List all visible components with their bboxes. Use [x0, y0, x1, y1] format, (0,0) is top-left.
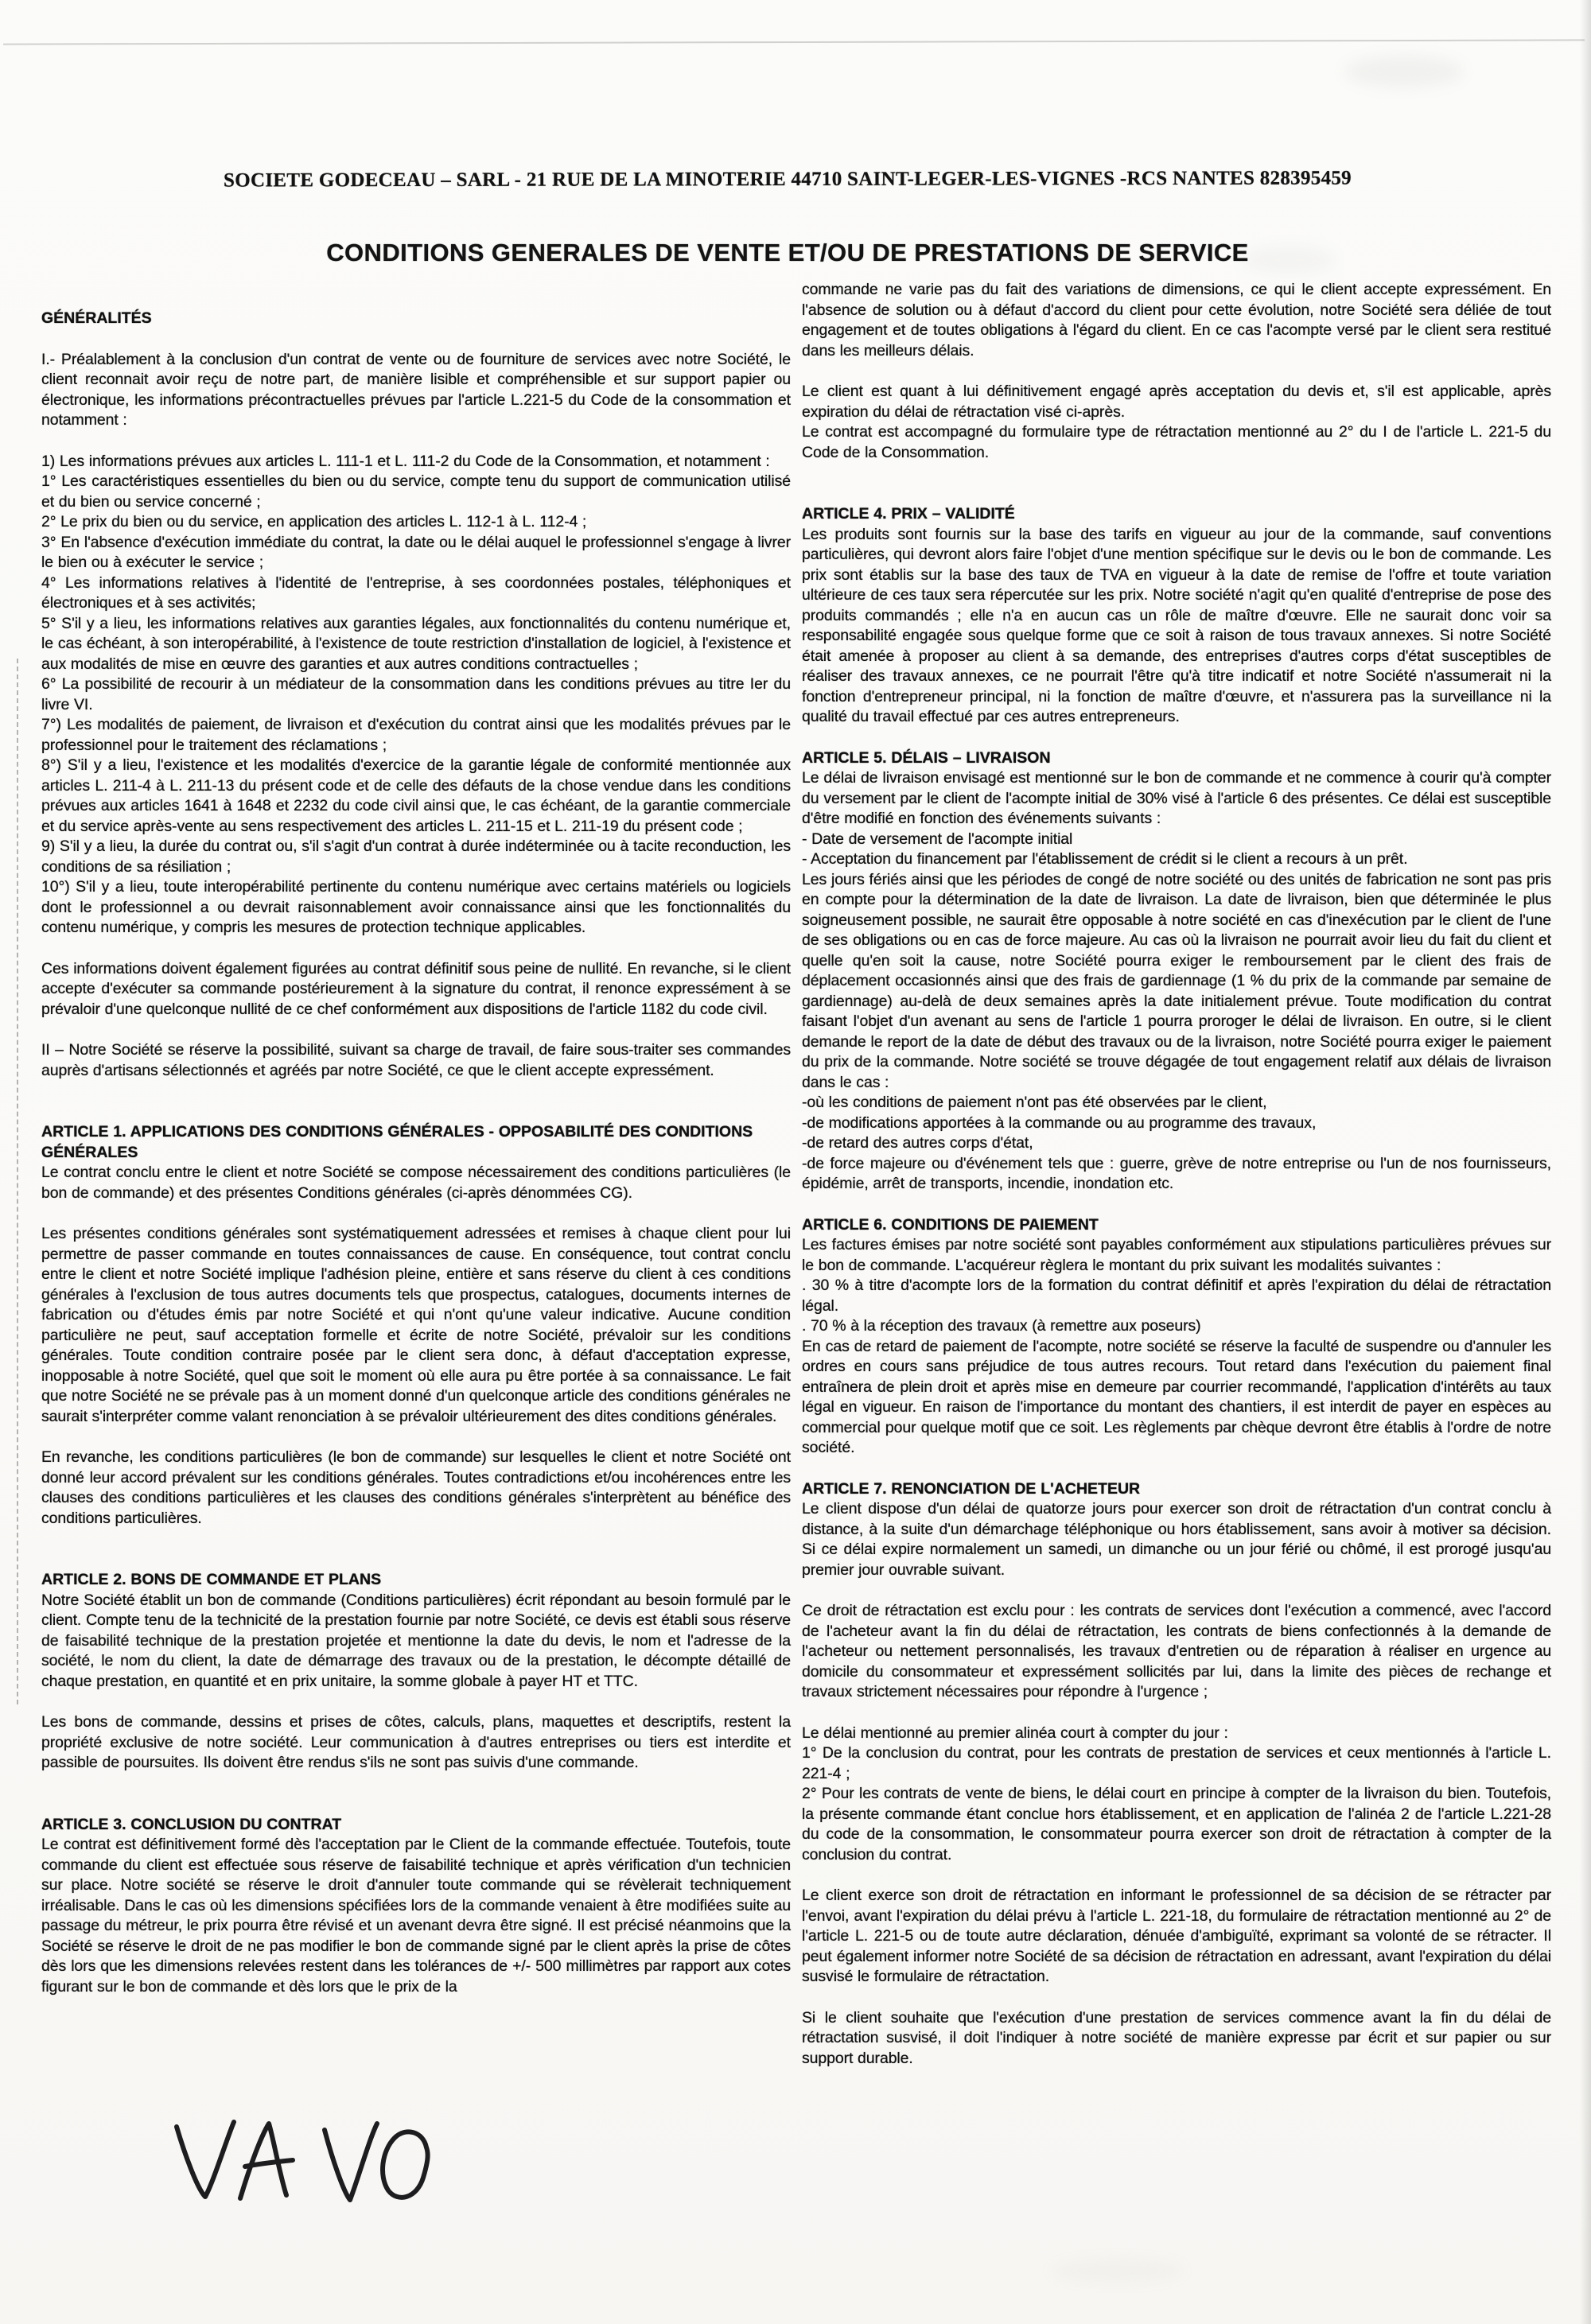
- paragraph: 6° La possibilité de recourir à un médiateur de la consommation dans les conditions prévues au titre Ier du livre VI.: [41, 675, 791, 713]
- paragraph: 1° De la conclusion du contrat, pour les contrats de prestation de services et ceux mentionnés à l'article L. 221-4 ;: [802, 1744, 1551, 1782]
- paragraph: 1° Les caractéristiques essentielles du bien ou du service, compte tenu du support de communication utilisé et du bien ou service concerné ;: [41, 472, 791, 511]
- paragraph: En cas de retard de paiement de l'acompte, notre société se réserve la faculté de suspendre ou d'annuler les ordres en cours sans préjudice de tous autres recours. Tout retard dans l'exécution du paiement final entraînera de plein droit et après mise en demeure par courrier recommandé, l'application d'intérêts au taux légal en vigueur. En raison de l'importance du montant des chantiers, il est interdit de payer en espèces au commercial pour quelque motif que ce soit. Les règlements par chèque devront être établis à l'ordre de notre société.: [802, 1337, 1551, 1456]
- paragraph: -de retard des autres corps d'état,: [802, 1134, 1033, 1152]
- paragraph: II – Notre Société se réserve la possibilité, suivant sa charge de travail, de faire sous-traiter ses commandes auprès d'artisans sélectionnés et agréés par notre Société, ce que le client accepte expressément.: [41, 1041, 791, 1079]
- handwritten-initials: [165, 2116, 461, 2221]
- section-heading: ARTICLE 1. APPLICATIONS DES CONDITIONS GÉNÉRALES - OPPOSABILITÉ DES CONDITIONS GÉNÉRALES: [41, 1123, 753, 1161]
- paragraph: I.- Préalablement à la conclusion d'un contrat de vente ou de fourniture de services avec notre Société, le client reconnait avoir reçu de notre part, de manière lisible et compréhensible et sur support papier ou électronique, les informations précontractuelles prévues par l'article L.221-5 du Code de la consommation et notamment :: [41, 350, 791, 429]
- paragraph: Le délai mentionné au premier alinéa court à compter du jour :: [802, 1724, 1228, 1742]
- paragraph: Notre Société établit un bon de commande (Conditions particulières) écrit répondant au besoin formulé par le client. Compte tenu de la technicité de la prestation fournie par notre Société, ce devis est établi sous réserve de faisabilité technique de la prestation projetée et mentionne la date du devis, le nom et l'adresse de la société, le nom du client, la date de démarrage des travaux ou de la prestation, le décompte détaillé de chaque prestation, en quantité et en prix unitaire, la somme globale à payer HT et TTC.: [41, 1591, 791, 1690]
- terms-column-right: [802, 280, 1551, 2069]
- paragraph: Ce droit de rétractation est exclu pour : les contrats de services dont l'exécution a commencé, avec l'accord de l'acheteur avant la fin du délai de rétractation, les contrats de biens confectionnés à la demande de l'acheteur ou nettement personnalisés, les travaux d'entretien ou de réparation à réaliser en urgence au domicile du consommateur et expressément sollicités par lui, dans la limite des pièces de rechange et travaux strictement nécessaires pour répondre à l'urgence ;: [802, 1602, 1551, 1700]
- paragraph: Le contrat est accompagné du formulaire type de rétractation mentionné au 2° du I de l'article L. 221-5 du Code de la Consommation.: [802, 423, 1551, 461]
- section-heading: ARTICLE 3. CONCLUSION DU CONTRAT: [41, 1815, 342, 1833]
- paragraph: 1) Les informations prévues aux articles L. 111-1 et L. 111-2 du Code de la Consommation, et notamment :: [41, 452, 770, 470]
- paragraph: Le client est quant à lui définitivement engagé après acceptation du devis et, s'il est applicable, après expiration du délai de rétractation visé ci-après.: [802, 383, 1551, 421]
- paragraph: -où les conditions de paiement n'ont pas été observées par le client,: [802, 1094, 1267, 1111]
- paragraph: Les présentes conditions générales sont systématiquement adressées et remises à chaque client pour lui permettre de passer commande en toutes connaissances de cause. En conséquence, tout contrat conclu entre le client et notre Société implique l'adhésion pleine, entière et sans réserve du client à ces conditions générales à l'exclusion de tous autres documents tels que prospectus, catalogues, documents internes de fabrication ou d'études émis par notre Société et qui n'ont qu'une valeur indicative. Aucune condition particulière ne peut, sauf acceptation formelle et écrite de notre Société, prévaloir sur les conditions générales. Toute condition contraire posée par le client sera donc, à défaut d'acceptation expresse, inopposable à notre Société, quel que soit le moment où elle aura pu être portée à sa connaissance. Le fait que notre Société ne se prévale pas à un moment donné d'un quelconque article des conditions générales ne saurait s'interpréter comme valant renonciation à se prévaloir ultérieurement des dites conditions générales.: [41, 1225, 791, 1425]
- section-heading: ARTICLE 2. BONS DE COMMANDE ET PLANS: [41, 1571, 382, 1588]
- paragraph: . 70 % à la réception des travaux (à remettre aux poseurs): [802, 1317, 1201, 1335]
- paragraph: commande ne varie pas du fait des variations de dimensions, ce qui le client accepte expressément. En l'absence de solution ou à défaut d'accord du client pour cette évolution, notre Société sera déliée de tout engagement et de toutes obligations à l'égard du client. En ce cas l'acompte versé par le client sera restitué dans les meilleurs délais.: [802, 281, 1551, 359]
- paragraph: En revanche, les conditions particulières (le bon de commande) sur lesquelles le client et notre Société ont donné leur accord prévalent sur les conditions générales. Toutes contradictions et/ou incohérences entre les clauses des conditions particulières et les clauses des conditions générales s'interprètent au bénéfice des conditions particulières.: [41, 1448, 791, 1527]
- paragraph: 3° En l'absence d'exécution immédiate du contrat, la date ou le délai auquel le professionnel s'engage à livrer le bien ou à exécuter le service ;: [41, 533, 791, 571]
- paragraph: 2° Pour les contrats de vente de biens, le délai court en principe à compter de la livraison du bien. Toutefois, la présente commande étant conclue hors établissement, et en application de l'alinéa 2 de l'article L.221-28 du code de la consommation, le consommateur pourra exercer son droit de rétractation à compter de la conclusion du contrat.: [802, 1785, 1551, 1863]
- paragraph: 10°) S'il y a lieu, toute interopérabilité pertinente du contenu numérique avec certains matériels ou logiciels dont le professionnel a ou devrait raisonnablement avoir connaissance ainsi que les fonctionnalités du contenu numérique, y compris les mesures de protection technique applicables.: [41, 878, 791, 936]
- paragraph: - Date de versement de l'acompte initial: [802, 830, 1073, 848]
- company-header-line: SOCIETE GODECEAU – SARL - 21 RUE DE LA MINOTERIE 44710 SAINT-LEGER-LES-VIGNES -RCS NANTES 828395459: [224, 167, 1352, 192]
- paragraph: Le contrat conclu entre le client et notre Société se compose nécessairement des conditions particulières (le bon de commande) et des présentes Conditions générales (ci-après dénommées CG).: [41, 1164, 791, 1202]
- paragraph: 4° Les informations relatives à l'identité de l'entreprise, à ses coordonnées postales, téléphoniques et électroniques et à ses activités;: [41, 573, 791, 612]
- section-heading: GÉNÉRALITÉS: [41, 309, 152, 327]
- paragraph: 5° S'il y a lieu, les informations relatives aux garanties légales, aux fonctionnalités du contenu numérique et, le cas échéant, à son interopérabilité, à l'existence de toute restriction d'installation de logiciel, à l'existence et aux modalités de mise en œuvre des garanties et aux autres conditions contractuelles ;: [41, 614, 791, 673]
- section-heading: ARTICLE 7. RENONCIATION DE L'ACHETEUR: [802, 1479, 1141, 1498]
- paragraph: Le client dispose d'un délai de quatorze jours pour exercer son droit de rétractation d'un contrat conclu à distance, à la suite d'un démarchage téléphonique ou hors établissement, sans avoir à motiver sa décision. Si ce délai expire normalement un samedi, un dimanche ou un jour férié ou chômé, il est prorogé jusqu'au premier jour ouvrable suivant.: [802, 1500, 1551, 1579]
- terms-column-left: [41, 309, 791, 1997]
- section-heading: ARTICLE 5. DÉLAIS – LIVRAISON: [802, 748, 1051, 767]
- paragraph: Les jours fériés ainsi que les périodes de congé de notre société ou des unités de fabrication ne sont pas pris en compte pour la détermination de la date de livraison. La date de livraison, bien que déterminée le plus soigneusement possible, ne saurait être opposable à notre société en cas d'inexécution par le client de l'une de ses obligations ou en cas de force majeure. Au cas où la livraison ne pourrait avoir lieu du fait du client et quelle qu'en soit la cause, notre Société pourra exiger le remboursement par le client des frais de déplacement occasionnés ainsi que des frais de gardiennage (1 % du prix de la commande par semaine de gardiennage) au-delà de deux semaines après la date initialement prévue. Toute modification du contrat faisant l'objet d'un avenant au sens de l'article 1 pourra proroger le délai de livraison. En outre, si le client demande le report de la date de début des travaux ou de la livraison, notre Société pourra exiger le paiement du prix de la commande. Notre société se trouve dégagée de tout engagement relatif aux délais de livraison dans le cas :: [802, 870, 1551, 1091]
- paragraph: 9) S'il y a lieu, la durée du contrat ou, s'il s'agit d'un contrat à durée indéterminée ou à tacite reconduction, les conditions de sa résiliation ;: [41, 837, 791, 876]
- paragraph: . 30 % à titre d'acompte lors de la formation du contrat définitif et après l'expiration du délai de rétractation légal.: [802, 1277, 1551, 1315]
- paragraph: 2° Le prix du bien ou du service, en application des articles L. 112-1 à L. 112-4 ;: [41, 513, 587, 530]
- paragraph: Si le client souhaite que l'exécution d'une prestation de services commence avant la fin du délai de rétractation susvisé, il doit l'indiquer à notre société de manière expresse par écrit et sur papier ou sur support durable.: [802, 2008, 1551, 2067]
- paragraph: Ces informations doivent également figurées au contrat définitif sous peine de nullité. En revanche, si le client accepte d'exécuter sa commande postérieurement à la signature du contrat, il renonce expressément à se prévaloir d'une quelconque nullité de ce chef conformément aux dispositions de l'article 1182 du code civil.: [41, 959, 791, 1018]
- paragraph: Les factures émises par notre société sont payables conformément aux stipulations particulières prévues sur le bon de commande. L'acquéreur règlera le montant du prix suivant les modalités suivantes :: [802, 1236, 1551, 1274]
- paragraph: - Acceptation du financement par l'établissement de crédit si le client a recours à un prêt.: [802, 850, 1408, 868]
- paragraph: Le contrat est définitivement formé dès l'acceptation par le Client de la commande effectuée. Toutefois, toute commande du client est effectuée sous réserve de faisabilité technique et après vérification d'un technicien sur place. Notre société se réserve le droit d'annuler toute commande qui se révèlerait techniquement irréalisable. Dans le cas où les dimensions spécifiées lors de la commande venaient à être modifiées suite au passage du métreur, le prix pourra être révisé et un avenant devra être signé. Il est précisé néanmoins que la Société se réserve le droit de ne pas modifier le bon de commande signé par le client après la prise de côtes dès lors que les dimensions relevées restent dans les tolérances de +/- 500 millimètres par rapport aux cotes figurant sur le bon de commande et dès lors que le prix de la: [41, 1836, 791, 1996]
- paragraph: Le client exerce son droit de rétractation en informant le professionnel de sa décision de se rétracter par l'envoi, avant l'expiration du délai prévu à l'article L. 221-18, du formulaire de rétractation mentionné au 2° de l'article L. 221-5 ou de toute autre déclaration, dénuée d'ambiguïté, exprimant sa volonté de se rétracter. Il peut également informer notre Société de sa décision de rétractation en adressant, avant l'expiration du délai susvisé le formulaire de rétractation.: [802, 1887, 1551, 1985]
- paragraph: Les bons de commande, dessins et prises de côtes, calculs, plans, maquettes et descriptifs, restent la propriété exclusive de notre société. Leur communication à d'autres entreprises ou tiers est interdite et passible de poursuites. Ils doivent être rendus s'ils ne sont pas suivis d'une commande.: [41, 1713, 791, 1771]
- paragraph: 8°) S'il y a lieu, l'existence et les modalités d'exercice de la garantie légale de conformité mentionnée aux articles L. 211-4 à L. 211-13 du présent code et de celle des défauts de la chose vendue dans les conditions prévues aux articles 1641 à 1648 et 2232 du code civil ainsi que, le cas échéant, de la garantie commerciale et du service après-vente au sens respectivement des articles L. 211-15 et L. 211-19 du présent code ;: [41, 756, 791, 835]
- paragraph: -de force majeure ou d'événement tels que : guerre, grève de notre entreprise ou l'un de nos fournisseurs, épidémie, arrêt de transports, incendie, inondation etc.: [802, 1154, 1551, 1192]
- section-heading: ARTICLE 6. CONDITIONS DE PAIEMENT: [802, 1215, 1099, 1234]
- paragraph: -de modifications apportées à la commande ou au programme des travaux,: [802, 1113, 1317, 1132]
- paragraph: 7°) Les modalités de paiement, de livraison et d'exécution du contrat ainsi que les modalités prévues par le professionnel pour le traitement des réclamations ;: [41, 716, 791, 754]
- paragraph: Les produits sont fournis sur la base des tarifs en vigueur au jour de la commande, sauf conventions particulières, qui devront alors faire l'objet d'une mention spécifique sur le devis ou le bon de commande. Les prix sont établis sur la base des taux de TVA en vigueur à la date de remise de l'offre et toute variation ultérieure de ces taux sera répercutée sur les prix. Notre société n'agit qu'en qualité d'entreprise de pose des produits commandés ; elle n'a en aucun cas un rôle de maître d'œuvre. Elle ne saurait donc voir sa responsabilité engagée sous quelque forme que ce soit à raison de tous travaux annexes. Si notre Société était amenée à proposer au client à sa demande, des entreprises d'autres corps d'état susceptibles de réaliser des travaux annexes, ce ne pourrait l'être qu'à titre indicatif et notre Société n'assumerait ni la fonction d'entrepreneur principal, ni la fonction de maître d'œuvre, et n'assurera pas la surveillance ni la qualité du travail effectué par ces autres entrepreneurs.: [802, 525, 1551, 725]
- section-heading: ARTICLE 4. PRIX – VALIDITÉ: [802, 505, 1015, 523]
- page-title: CONDITIONS GENERALES DE VENTE ET/OU DE PRESTATIONS DE SERVICE: [326, 239, 1249, 266]
- paragraph: Le délai de livraison envisagé est mentionné sur le bon de commande et ne commence à courir qu'à compter du versement par le client de l'acompte initial de 30% visé à l'article 6 des présentes. Ce délai est susceptible d'être modifié en fonction des événements suivants :: [802, 769, 1551, 827]
